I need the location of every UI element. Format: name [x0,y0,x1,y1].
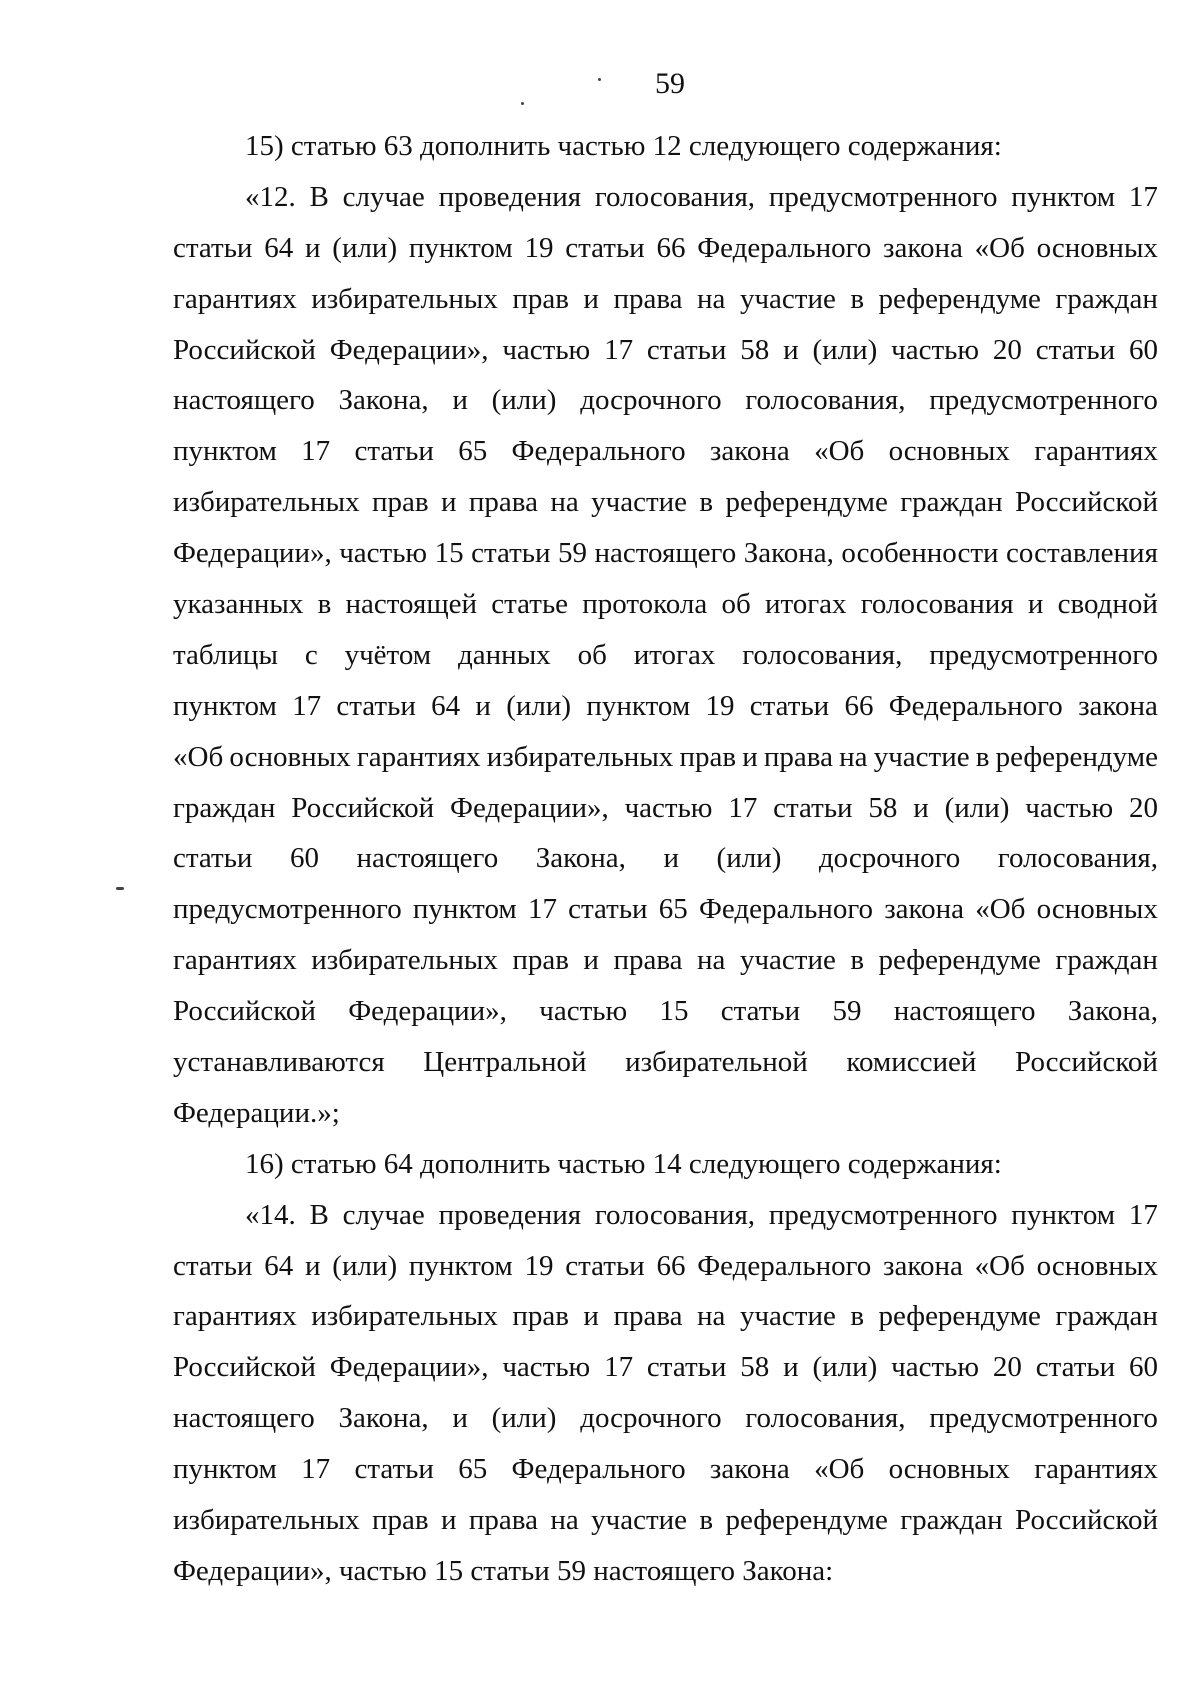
word: (или) [332,1249,398,1282]
word: (или) [812,333,878,366]
word: в [850,944,865,977]
word: (или) [491,384,557,417]
word: 65 [458,435,488,468]
section-16-last-line: Федерации», частью 15 статьи 59 настоящего Закона: [173,1554,834,1587]
word: граждан [1055,944,1158,977]
word: и [783,1351,799,1384]
word: 19 [524,1249,554,1282]
word: на [550,1504,579,1537]
word: статьи [749,689,830,722]
word: пунктом [173,1453,277,1486]
word: Закона, [1067,995,1158,1028]
word: гарантиях [356,740,481,773]
word: гарантиях [173,1300,297,1333]
word: 17 [301,1453,331,1486]
word: прав [512,1300,569,1333]
word: голосования, [745,384,906,417]
word: таблицы [173,638,278,671]
word: Федерального [511,1453,686,1486]
word: пунктом [1011,180,1116,213]
section-15-line [173,681,1158,732]
word: права [613,944,683,977]
word: 17 [292,689,322,722]
word: и [742,740,758,773]
word: 17 [604,1351,634,1384]
word: учётом [344,638,432,671]
word: Федерального [697,231,872,264]
word: Закона, [535,842,626,875]
word: 20 [992,333,1022,366]
word: референдуме [725,1504,888,1537]
section-15-last-line: Федерации.»; [173,1096,340,1129]
section-16-line [173,1393,1158,1444]
word: права [468,1504,538,1537]
section-15-line [173,732,1158,783]
word: 15 [659,995,689,1028]
word: статьи [173,842,253,875]
word: и [583,282,599,315]
word: закона [1078,689,1158,722]
word: участие [739,1300,836,1333]
word: Федерального [698,893,873,926]
word: предусмотренного [929,1402,1158,1435]
word: Центральной [423,1046,587,1079]
word: 15 [434,537,464,570]
word: статьи [173,231,253,264]
word: частью [1025,791,1114,824]
word: предусмотренного [768,1198,998,1231]
word: голосования, [745,1402,906,1435]
word: 60 [289,842,319,875]
section-16-line [173,1190,1158,1241]
word: статьи [336,689,416,722]
word: 17 [1128,1198,1158,1231]
section-15-line [173,1037,1158,1088]
word: права [468,486,538,519]
section-15-line [173,325,1158,376]
word: случае [342,180,425,213]
word: частью [502,333,591,366]
word: и [583,944,599,977]
word: основных [1036,1249,1158,1282]
word: пунктом [408,231,513,264]
word: пунктом [173,435,277,468]
word: участие [739,282,836,315]
section-15-line [173,274,1158,325]
word: на [839,740,868,773]
word: голосования [860,588,1014,621]
word: пунктом [173,689,277,722]
word: прав [372,1504,429,1537]
word: 59 [558,537,588,570]
word: Федерации», [329,1351,489,1384]
word: «12. [245,180,296,213]
word: об [577,638,607,671]
word: 20 [1129,791,1158,824]
word: избирательных [486,740,674,773]
word: 17 [728,791,758,824]
word: «Об [974,1249,1025,1282]
word: граждан [1055,1300,1158,1333]
word: В [309,180,329,213]
word: случае [342,1198,425,1231]
word: частью [539,995,628,1028]
section-15-line [173,223,1158,274]
word: граждан [900,486,1003,519]
section-15-line [173,375,1158,426]
word: Федерации», [173,537,332,570]
word: и [440,486,457,519]
word: голосования, [594,1198,756,1231]
word: статьи [354,435,434,468]
word: статье [491,588,569,621]
word: статьи [471,537,551,570]
word: 58 [740,1351,770,1384]
word: избирательных [311,1300,498,1333]
word: в [850,1300,865,1333]
word: проведения [438,180,582,213]
word: данных [458,638,551,671]
word: комиссией [846,1046,977,1079]
word: Закона, [743,537,834,570]
word: в [850,282,865,315]
word: в [699,1504,714,1537]
word: права [763,740,833,773]
word: закона [709,435,790,468]
word: основных [888,1453,1010,1486]
word: проведения [438,1198,582,1231]
word: Федерального [888,689,1063,722]
word: основных [1036,231,1158,264]
word: 17 [604,333,634,366]
word: предусмотренного [929,638,1158,671]
word: 66 [656,1249,686,1282]
word: Федерального [511,435,686,468]
word: гарантиях [1034,1453,1158,1486]
word: в [975,740,990,773]
word: частью [891,1351,980,1384]
word: итогах [764,588,847,621]
word: 64 [264,231,294,264]
word: референдуме [995,740,1158,773]
section-15-line [173,528,1158,579]
word: досрочного [580,384,722,417]
word: 66 [656,231,686,264]
word: прав [679,740,737,773]
word: Федерации», [329,333,489,366]
word: и [913,791,929,824]
word: голосования, [742,638,903,671]
word: референдуме [878,1300,1041,1333]
word: указанных [173,588,304,621]
section-15-line [173,579,1158,630]
word: закона [883,231,963,264]
word: «Об [974,231,1025,264]
word: избирательной [625,1046,808,1079]
word: 58 [740,333,770,366]
word: предусмотренного [768,180,998,213]
word: 64 [431,689,461,722]
word: сводной [1057,588,1158,621]
word: статьи [173,1249,253,1282]
word: основных [1036,893,1158,926]
word: частью [624,791,713,824]
page-number: 59 [655,67,685,100]
section-15-line [173,833,1158,884]
word: основных [888,435,1010,468]
word: закона [884,893,965,926]
word: и [475,689,491,722]
word: настоящей [345,588,478,621]
word: об [721,588,751,621]
word: гарантиях [1034,435,1158,468]
word: Федерации», [450,791,609,824]
word: Российской [291,791,435,824]
word: статьи [1035,333,1116,366]
word: 59 [832,995,862,1028]
word: статьи [568,893,648,926]
word: закона [883,1249,963,1282]
word: Российской [1015,1504,1158,1537]
word: предусмотренного [173,893,402,926]
section-15-line [173,935,1158,986]
word: граждан [1055,282,1158,315]
word: основных [229,740,351,773]
word: права [613,1300,683,1333]
word: с [304,638,318,671]
word: пунктом [1011,1198,1116,1231]
word: 60 [1129,333,1158,366]
word: и [663,842,679,875]
word: предусмотренного [929,384,1158,417]
word: частью [891,333,980,366]
word: Российской [1015,1046,1158,1079]
word: статьи [354,1453,434,1486]
scan-speck [116,887,124,890]
word: референдуме [878,282,1041,315]
word: (или) [812,1351,878,1384]
word: особенности [841,537,999,570]
section-15-line [173,477,1158,528]
word: в [317,588,332,621]
section-16-intro: 16) статью 64 дополнить частью 14 следующего содержания: [245,1147,1002,1180]
word: Российской [173,1351,316,1384]
word: и [304,1249,321,1282]
word: (или) [944,791,1010,824]
word: статьи [565,1249,645,1282]
word: закона [709,1453,790,1486]
section-16-line [173,1444,1158,1495]
word: статьи [720,995,801,1028]
word: «Об [975,893,1026,926]
word: и [452,1402,468,1435]
word: 65 [458,1453,488,1486]
section-15-line [173,884,1158,935]
word: избирательных [311,282,498,315]
section-15-intro: 15) статью 63 дополнить частью 12 следующего содержания: [245,130,1002,162]
word: участие [591,486,688,519]
word: 64 [264,1249,294,1282]
word: (или) [332,231,398,264]
word: частью [502,1351,591,1384]
word: 17 [527,893,557,926]
word: в [699,486,714,519]
word: пунктом [412,893,517,926]
word: прав [372,486,429,519]
word: пунктом [586,689,691,722]
word: настоящего [173,384,315,417]
word: голосования, [594,180,756,213]
word: прав [512,944,569,977]
word: граждан [900,1504,1003,1537]
word: и [452,384,468,417]
word: участие [591,1504,688,1537]
word: избирательных [173,486,360,519]
word: «Об [173,740,224,773]
word: и [583,1300,599,1333]
document-body [173,121,1158,1597]
section-15-line [173,630,1158,681]
word: настоящего [594,537,737,570]
word: и [440,1504,457,1537]
word: Федерального [697,1249,872,1282]
word: избирательных [173,1504,360,1537]
word: итогах [633,638,716,671]
word: 58 [868,791,898,824]
section-15-line [173,986,1158,1037]
section-16-line [173,1342,1158,1393]
word: 20 [992,1351,1022,1384]
word: досрочного [580,1402,722,1435]
word: 19 [524,231,554,264]
word: 17 [1128,180,1158,213]
word: частью [339,537,428,570]
word: и [304,231,321,264]
word: Российской [173,995,316,1028]
word: Федерации», [348,995,507,1028]
word: участие [873,740,970,773]
word: гарантиях [173,282,297,315]
word: референдуме [878,944,1041,977]
word: составления [1006,537,1158,570]
word: прав [512,282,569,315]
word: 17 [301,435,331,468]
word: статьи [646,333,727,366]
word: статьи [565,231,645,264]
word: статьи [1035,1351,1116,1384]
word: на [550,486,579,519]
word: на [697,944,726,977]
word: досрочного [818,842,961,875]
word: участие [739,944,836,977]
word: на [697,1300,726,1333]
word: настоящего [173,1402,315,1435]
word: (или) [506,689,572,722]
word: «14. [245,1198,296,1231]
word: права [613,282,683,315]
word: 60 [1129,1351,1158,1384]
word: и [1027,588,1044,621]
word: (или) [716,842,782,875]
word: устанавливаются [173,1046,385,1079]
word: избирательных [311,944,498,977]
word: (или) [491,1402,557,1435]
section-15-line [173,172,1158,223]
word: голосования, [997,842,1158,875]
word: граждан [173,791,276,824]
word: 65 [658,893,688,926]
word: и [783,333,799,366]
word: настоящего [356,842,499,875]
word: протокола [582,588,708,621]
word: «Об [814,1453,865,1486]
word: Закона, [338,1402,429,1435]
section-16-line [173,1241,1158,1292]
section-15-line [173,783,1158,834]
word: гарантиях [173,944,297,977]
section-16-line [173,1291,1158,1342]
word: «Об [814,435,865,468]
word: 19 [705,689,735,722]
word: Российской [1015,486,1158,519]
word: референдуме [725,486,888,519]
word: 66 [844,689,874,722]
word: пунктом [408,1249,513,1282]
word: В [309,1198,329,1231]
word: Российской [173,333,316,366]
word: на [697,282,726,315]
section-16-line [173,1495,1158,1546]
word: статьи [773,791,853,824]
word: статьи [646,1351,727,1384]
word: Закона, [338,384,429,417]
section-15-line [173,426,1158,477]
word: настоящего [893,995,1036,1028]
